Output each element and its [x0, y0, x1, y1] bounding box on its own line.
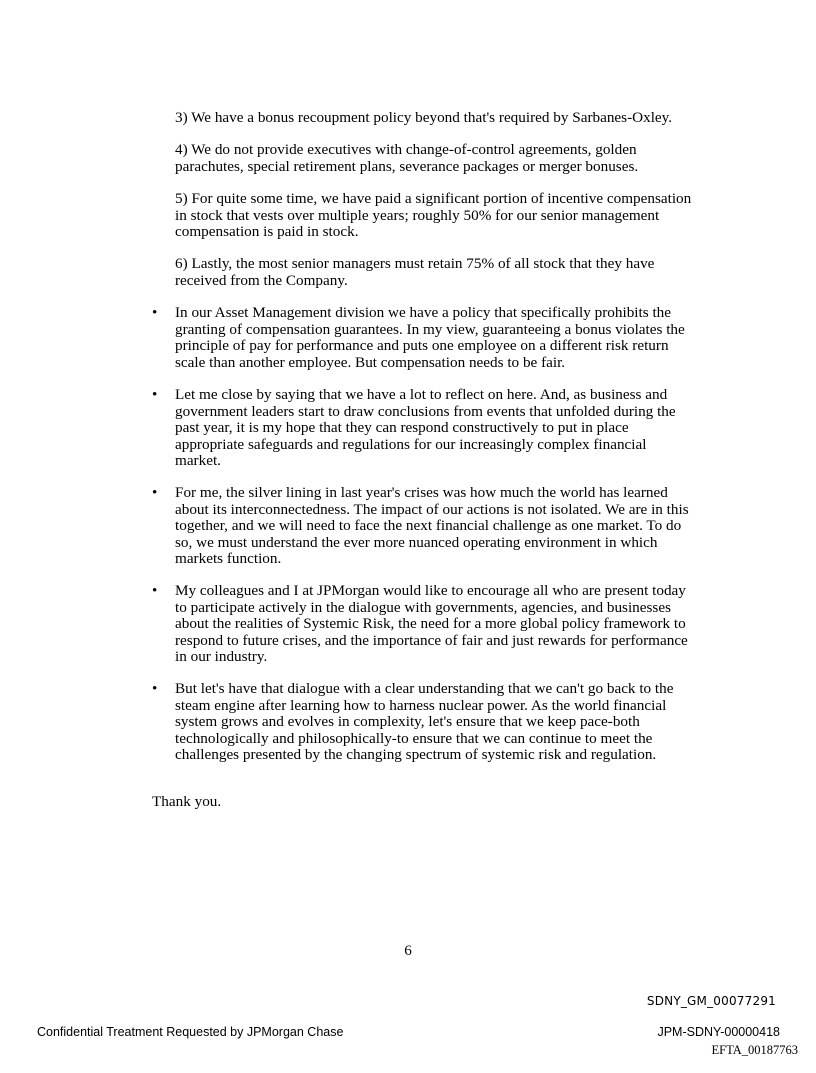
- sdny-bates-stamp: SDNY_GM_00077291: [646, 994, 776, 1008]
- bullet-text: For me, the silver lining in last year's crises was how much the world has learned about its interconnectedness. The impact of our actions is not isolated. We are in this together, and we will need to face the next financial challenge as one market. To do so, we must understand the ever more nuanced operating environment in which markets function.: [175, 484, 689, 568]
- bullet-text: But let's have that dialogue with a clear understanding that we can't go back to the steam engine after learning how to harness nuclear power. As the world financial system grows and evolves in complexity, let's ensure that we keep pace-both technologically and philosophically-to ensure that we can continue to meet the challenges presented by the changing spectrum of systemic risk and regulation.: [175, 680, 674, 764]
- jpm-bates-stamp: JPM-SDNY-00000418: [657, 1025, 780, 1039]
- efta-stamp: EFTA_00187763: [711, 1043, 798, 1057]
- bullet-text: In our Asset Management division we have a policy that specifically prohibits the granting of compensation guarantees. In my view, guaranteeing a bonus violates the principle of pay for performance and puts one employee on a different risk return scale than another employee. But compensation needs to be fair.: [175, 304, 685, 371]
- numbered-point-4: 4) We do not provide executives with change-of-control agreements, golden parachutes, special retirement plans, severance packages or merger bonuses.: [175, 141, 639, 175]
- numbered-point-5: 5) For quite some time, we have paid a significant portion of incentive compensation in stock that vests over multiple years; roughly 50% for our senior management compensation is paid in stock.: [175, 190, 692, 241]
- bullet-dot: •: [152, 386, 158, 403]
- numbered-point-3: 3) We have a bonus recoupment policy beyond that's required by Sarbanes-Oxley.: [175, 109, 673, 126]
- bullet-text: My colleagues and I at JPMorgan would like to encourage all who are present today to participate actively in the dialogue with governments, agencies, and businesses about the realities of Systemic Risk, the need for a more global policy framework to respond to future crises, and the importance of fair and just rewards for performance in our industry.: [175, 582, 688, 666]
- page-number: 6: [404, 942, 412, 959]
- bullet-dot: •: [152, 680, 158, 697]
- bullet-dot: •: [152, 484, 158, 501]
- confidential-notice: Confidential Treatment Requested by JPMorgan Chase: [37, 1025, 344, 1039]
- numbered-point-6: 6) Lastly, the most senior managers must retain 75% of all stock that they have received from the Company.: [175, 255, 655, 289]
- bullet-dot: •: [152, 304, 158, 321]
- bullet-text: Let me close by saying that we have a lot to reflect on here. And, as business and government leaders start to draw conclusions from events that unfolded during the past year, it is my hope that they can respond constructively to put in place appropriate safeguards and regulations for our increasingly complex financial market.: [175, 386, 676, 470]
- closing-line: Thank you.: [152, 793, 222, 810]
- bullet-dot: •: [152, 582, 158, 599]
